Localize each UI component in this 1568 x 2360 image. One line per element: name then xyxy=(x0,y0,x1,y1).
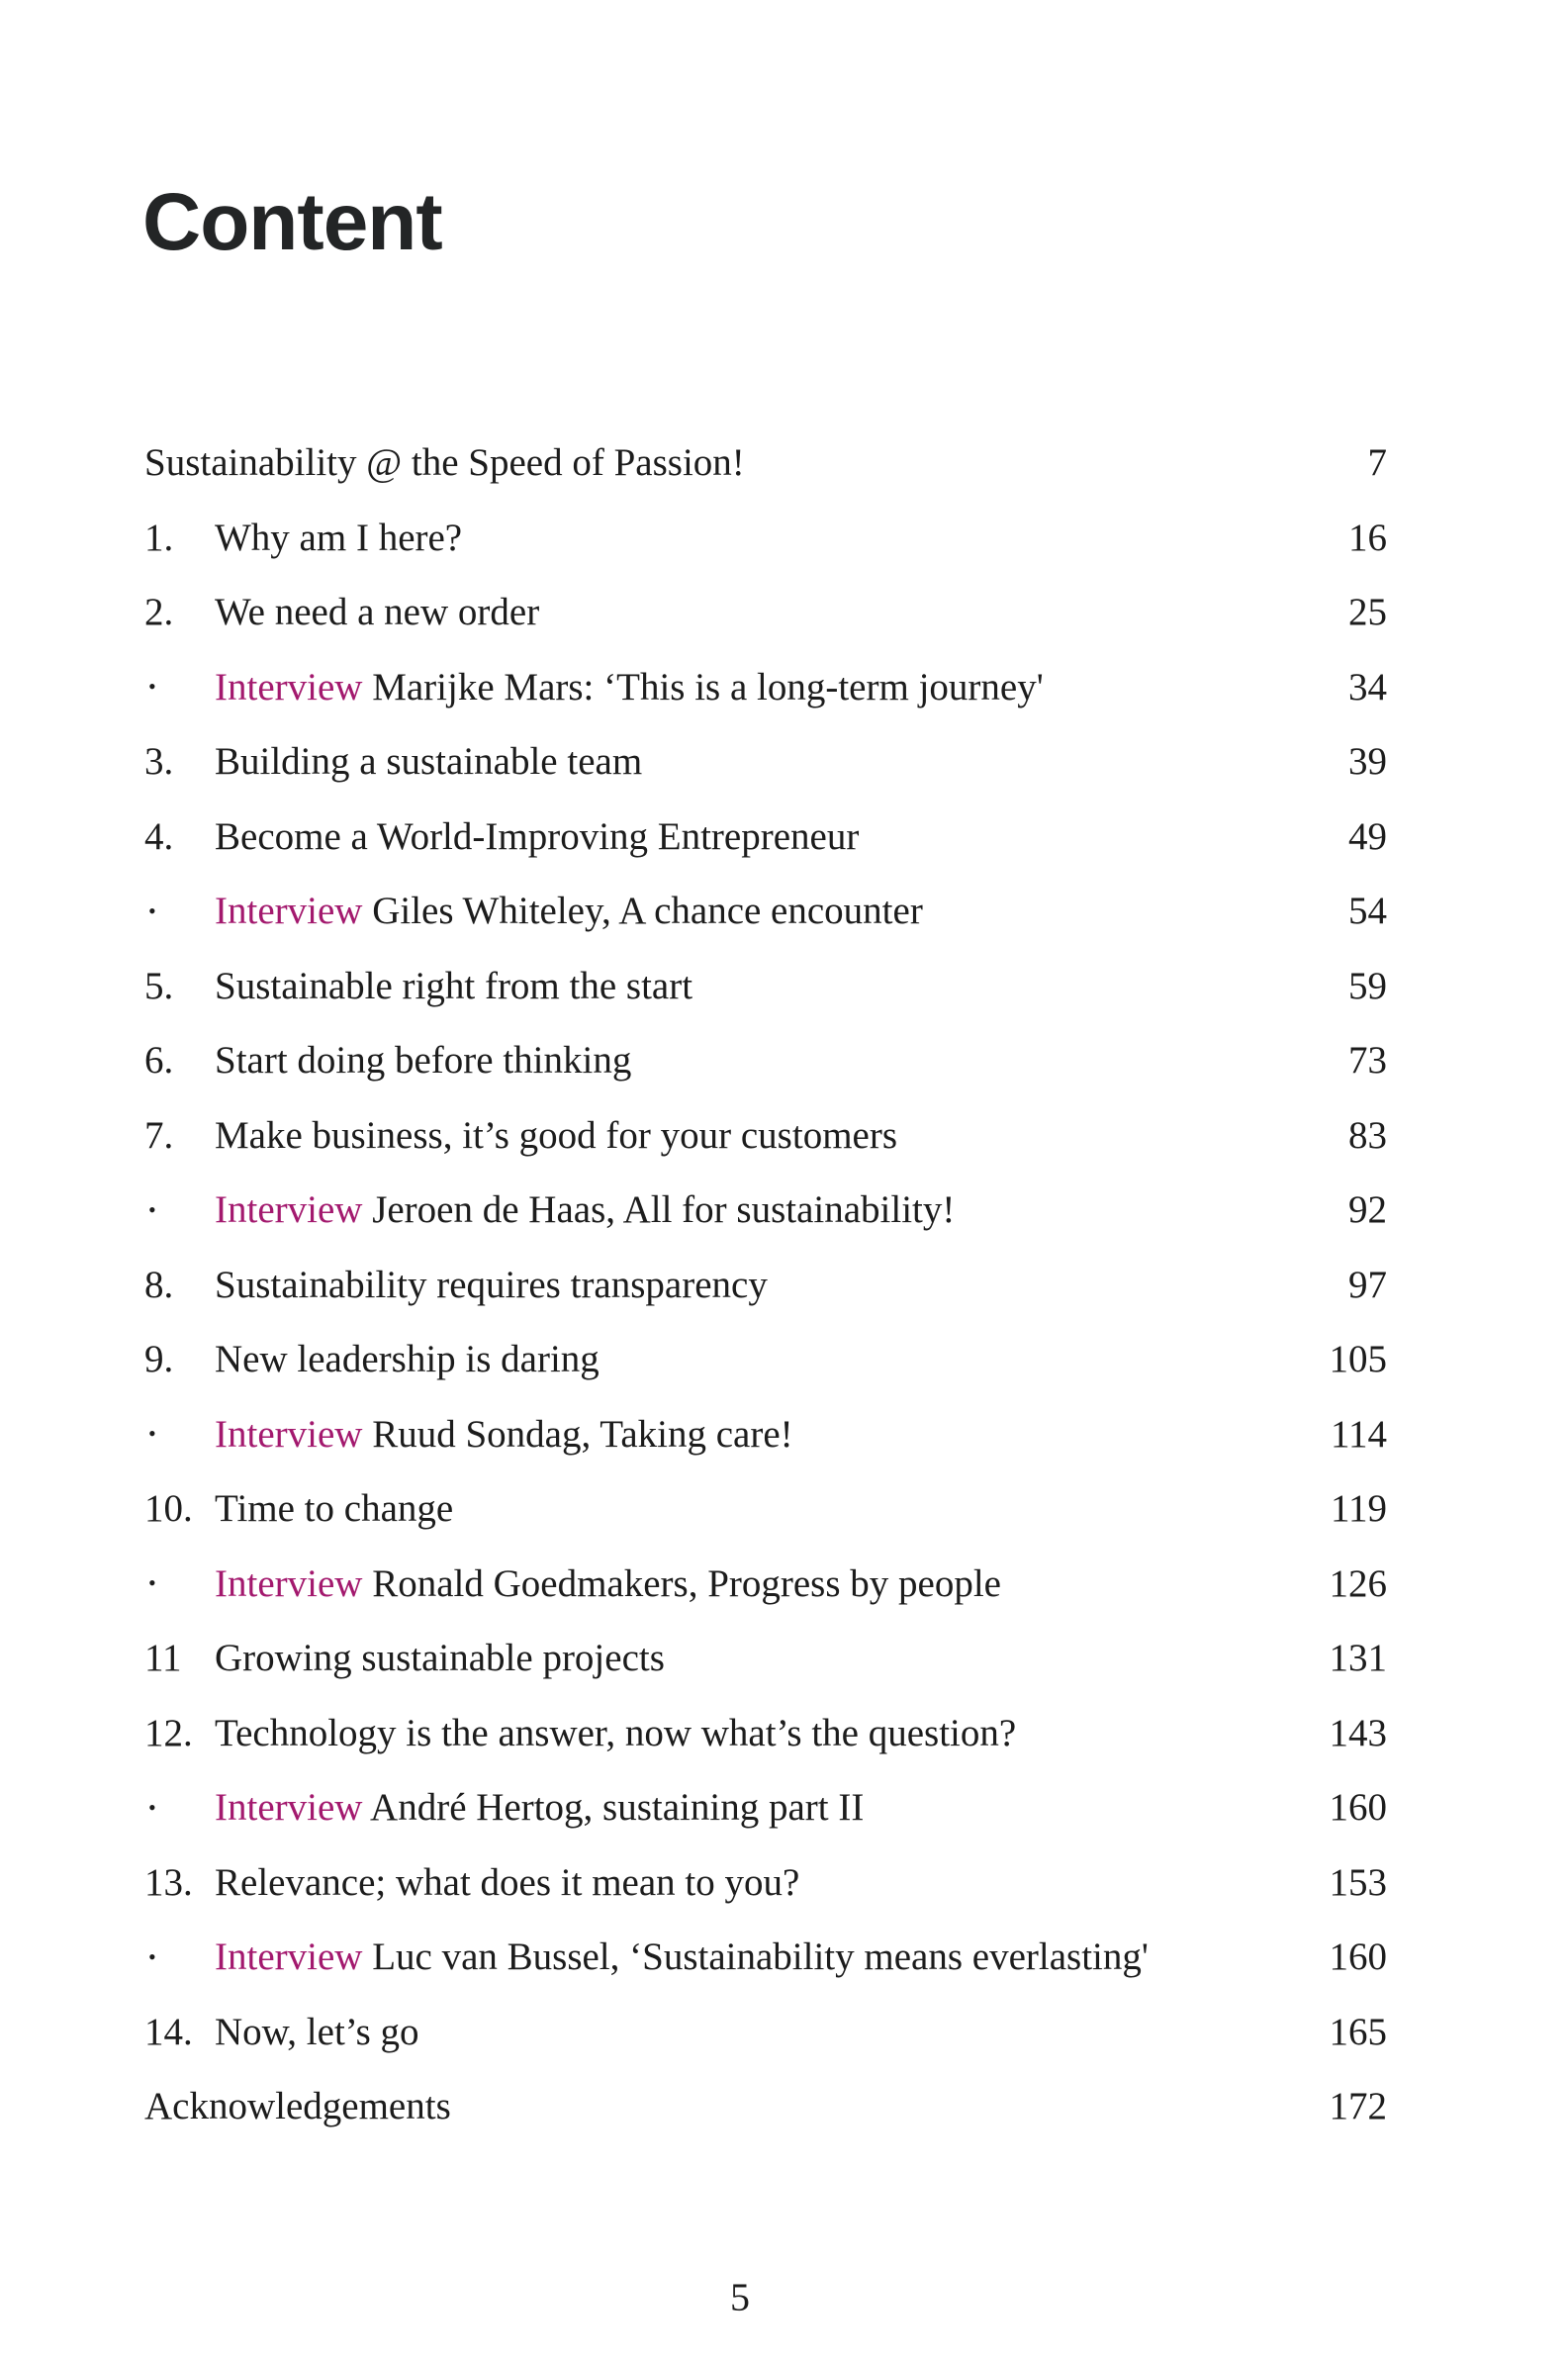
interview-label: Interview xyxy=(215,1412,363,1456)
bullet-icon: • xyxy=(148,1196,156,1222)
entry-title xyxy=(215,1935,1387,1979)
entry-page: 16 xyxy=(1348,516,1387,559)
entry-title xyxy=(215,1412,1387,1457)
entry-title xyxy=(215,1561,1387,1606)
chapter-number: 3. xyxy=(144,740,174,784)
toc-entry xyxy=(144,1173,1387,1248)
entry-page: 160 xyxy=(1329,1786,1387,1830)
page-title: Content xyxy=(142,177,442,267)
entry-page: 59 xyxy=(1348,964,1387,1007)
entry-page: 143 xyxy=(1329,1711,1387,1754)
entry-title xyxy=(215,1113,1387,1158)
entry-text: Acknowledgements xyxy=(144,2085,451,2128)
chapter-number: 13. xyxy=(144,1860,193,1904)
entry-text: André Hertog, sustaining part II xyxy=(362,1786,865,1830)
toc-entry xyxy=(144,650,1387,725)
bullet-icon: • xyxy=(148,897,156,923)
entry-text: Giles Whiteley, A chance encounter xyxy=(362,890,923,933)
interview-label: Interview xyxy=(215,1786,363,1830)
entry-page: 34 xyxy=(1348,665,1387,708)
chapter-number: 5. xyxy=(144,964,174,1007)
bullet-icon: • xyxy=(148,1943,156,1969)
entry-page: 160 xyxy=(1329,1935,1387,1979)
toc-entry xyxy=(144,1621,1387,1696)
entry-text: We need a new order xyxy=(215,591,540,634)
entry-page: 49 xyxy=(1348,814,1387,858)
interview-label: Interview xyxy=(215,665,363,708)
entry-page: 119 xyxy=(1330,1487,1387,1531)
entry-page: 105 xyxy=(1329,1338,1387,1381)
entry-title xyxy=(215,1785,1387,1830)
chapter-number: 11 xyxy=(144,1637,182,1680)
entry-title xyxy=(215,964,1387,1008)
entry-page: 25 xyxy=(1348,591,1387,634)
entry-text: Marijke Mars: ‘This is a long-term journey' xyxy=(362,665,1044,708)
entry-text: Relevance; what does it mean to you? xyxy=(215,1860,800,1904)
chapter-number: 10. xyxy=(144,1487,193,1531)
entry-title xyxy=(215,590,1387,634)
entry-text: Growing sustainable projects xyxy=(215,1637,665,1680)
entry-text: Luc van Bussel, ‘Sustainability means everlasting' xyxy=(362,1935,1149,1979)
entry-page: 39 xyxy=(1348,740,1387,784)
entry-text: Time to change xyxy=(215,1487,454,1531)
interview-label: Interview xyxy=(215,1935,363,1979)
chapter-number: 12. xyxy=(144,1711,193,1754)
table-of-contents xyxy=(144,425,1387,2144)
toc-entry xyxy=(144,1397,1387,1472)
toc-entry xyxy=(144,425,1387,501)
bullet-icon: • xyxy=(148,1570,156,1596)
entry-title xyxy=(215,1860,1387,1905)
entry-text: Sustainable right from the start xyxy=(215,964,693,1007)
chapter-number: 6. xyxy=(144,1039,174,1083)
entry-text: Jeroen de Haas, All for sustainability! xyxy=(362,1188,956,1232)
entry-page: 54 xyxy=(1348,890,1387,933)
entry-text: New leadership is daring xyxy=(215,1338,600,1381)
chapter-number: 1. xyxy=(144,516,174,559)
page-number: 5 xyxy=(730,2275,750,2319)
entry-title xyxy=(215,2010,1387,2054)
entry-title xyxy=(215,1711,1387,1755)
entry-page: 7 xyxy=(1367,441,1387,485)
bullet-icon: • xyxy=(148,1794,156,1820)
toc-entry xyxy=(144,949,1387,1024)
chapter-number: 7. xyxy=(144,1113,174,1157)
entry-title xyxy=(215,739,1387,784)
entry-title xyxy=(215,1337,1387,1381)
entry-page: 153 xyxy=(1329,1860,1387,1904)
toc-entry xyxy=(144,1322,1387,1397)
chapter-number: 2. xyxy=(144,591,174,634)
entry-title xyxy=(215,1187,1387,1232)
toc-entry xyxy=(144,1920,1387,1995)
toc-entry xyxy=(144,2069,1387,2144)
entry-text: Building a sustainable team xyxy=(215,740,643,784)
entry-title xyxy=(215,889,1387,933)
toc-entry xyxy=(144,575,1387,650)
bullet-icon: • xyxy=(148,674,156,700)
entry-page: 73 xyxy=(1348,1039,1387,1083)
entry-title xyxy=(215,516,1387,560)
entry-page: 126 xyxy=(1329,1561,1387,1605)
entry-page: 131 xyxy=(1329,1637,1387,1680)
toc-entry xyxy=(144,1248,1387,1323)
entry-text: Start doing before thinking xyxy=(215,1039,632,1083)
bullet-icon: • xyxy=(148,1421,156,1447)
entry-text: Become a World-Improving Entrepreneur xyxy=(215,814,860,858)
entry-title xyxy=(215,1636,1387,1680)
entry-page: 172 xyxy=(1329,2085,1387,2128)
toc-entry xyxy=(144,1023,1387,1098)
toc-entry xyxy=(144,1471,1387,1547)
toc-entry xyxy=(144,1770,1387,1845)
entry-text: Technology is the answer, now what’s the question? xyxy=(215,1711,1017,1754)
toc-entry xyxy=(144,874,1387,949)
interview-label: Interview xyxy=(215,1561,363,1605)
entry-page: 97 xyxy=(1348,1263,1387,1306)
entry-title xyxy=(215,814,1387,859)
entry-title xyxy=(215,1486,1387,1531)
entry-page: 83 xyxy=(1348,1113,1387,1157)
toc-entry xyxy=(144,1845,1387,1921)
interview-label: Interview xyxy=(215,890,363,933)
entry-text: Sustainability requires transparency xyxy=(215,1263,768,1306)
entry-text: Sustainability @ the Speed of Passion! xyxy=(144,441,745,485)
toc-entry xyxy=(144,1995,1387,2070)
chapter-number: 14. xyxy=(144,2010,193,2053)
entry-text: Ronald Goedmakers, Progress by people xyxy=(362,1561,1001,1605)
entry-text: Ruud Sondag, Taking care! xyxy=(362,1412,793,1456)
entry-page: 165 xyxy=(1329,2010,1387,2053)
toc-entry xyxy=(144,1547,1387,1622)
entry-title xyxy=(144,2084,1387,2128)
interview-label: Interview xyxy=(215,1188,363,1232)
toc-entry xyxy=(144,1696,1387,1771)
chapter-number: 9. xyxy=(144,1338,174,1381)
chapter-number: 8. xyxy=(144,1263,174,1306)
entry-text: Make business, it’s good for your customers xyxy=(215,1113,898,1157)
entry-text: Why am I here? xyxy=(215,516,463,559)
toc-entry xyxy=(144,800,1387,875)
entry-title xyxy=(215,1263,1387,1307)
toc-entry xyxy=(144,1098,1387,1174)
toc-entry xyxy=(144,724,1387,800)
entry-title xyxy=(144,440,1387,485)
entry-page: 92 xyxy=(1348,1188,1387,1232)
entry-text: Now, let’s go xyxy=(215,2010,419,2053)
entry-title xyxy=(215,1038,1387,1083)
toc-entry xyxy=(144,501,1387,576)
entry-page: 114 xyxy=(1330,1412,1387,1456)
entry-title xyxy=(215,665,1387,709)
chapter-number: 4. xyxy=(144,814,174,858)
